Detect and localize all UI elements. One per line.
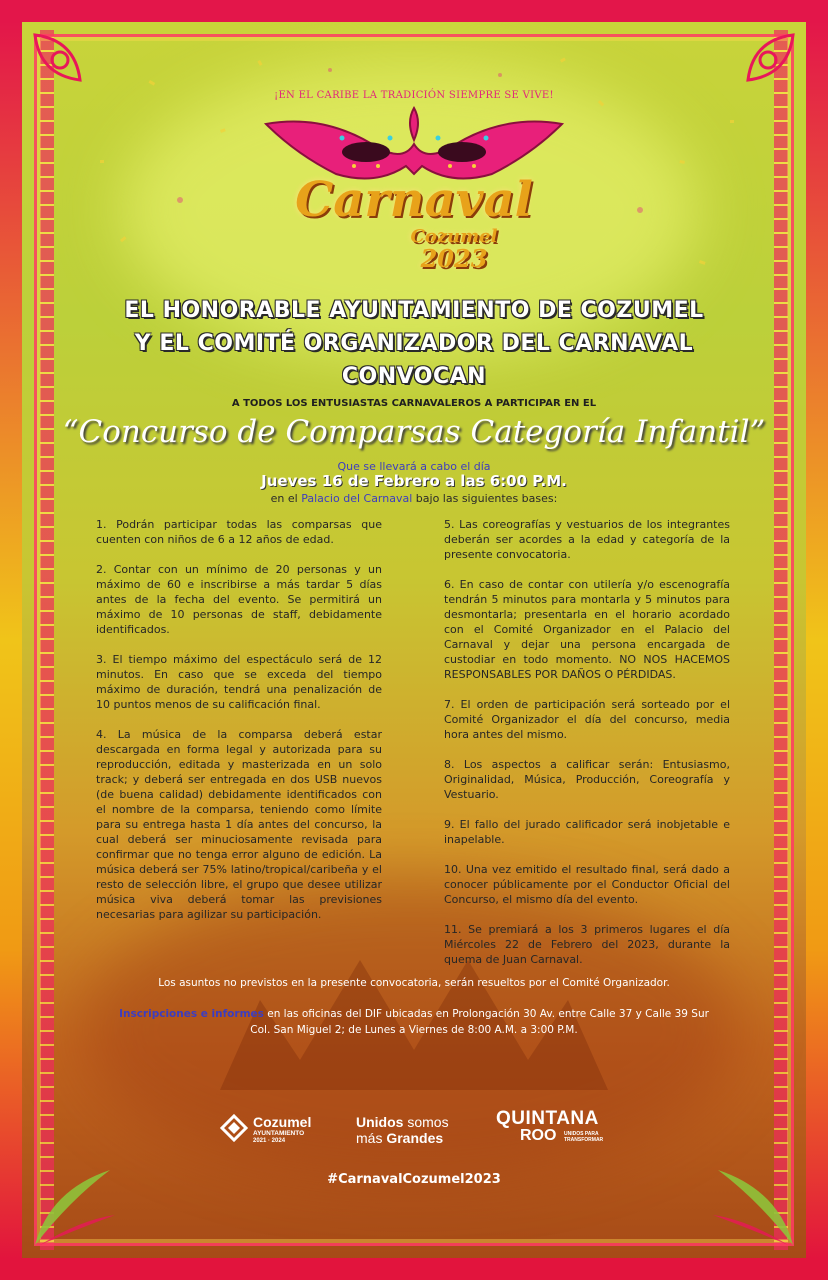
address-line: Col. San Miguel 2; de Lunes a Viernes de 8:00 A.M. a 3:00 P.M. (250, 1024, 578, 1036)
rule-item: 8. Los aspectos a calificar serán: Entusiasmo, Originalidad, Música, Producción, Coreografía y Vestuario. (444, 758, 730, 801)
rule-item: 2. Contar con un mínimo de 20 personas y un máximo de 60 e inscribirse a más tardar 5 días antes de la fecha del evento. Se permitirá un máximo de 10 personas de staff, debidamente identificados. (96, 563, 382, 636)
logo-slogan: ¡EN EL CARIBE LA TRADICIÓN SIEMPRE SE VIVE! (274, 90, 554, 101)
heading-line-3: CONVOCAN (341, 364, 487, 389)
inscripciones-label: Inscripciones e informes (119, 1008, 264, 1020)
rule-item: 9. El fallo del jurado calificador será inobjetable e inapelable. (444, 818, 730, 846)
inscripciones-text: en las oficinas del DIF ubicadas en Prolongación 30 Av. entre Calle 37 y Calle 39 Sur (267, 1008, 709, 1020)
corner-ornament-icon (30, 30, 120, 120)
rule-item: 6. En caso de contar con utilería y/o escenografía tendrán 5 minutos para montarla y 5 minutos para desmontarla; presentarla en el horario acordado con el Comité Organizador en el Palacio del Carnaval y dejar una persona encargada de custodiar en todo momento. NO NOS HACEMOS RESPONSABLES POR DAÑOS O PÉRDIDAS. (444, 578, 730, 681)
logo-year: 2023 (420, 244, 488, 273)
logo-word: Carnaval (295, 172, 533, 228)
cozumel-brand-name: Cozumel (253, 1114, 312, 1130)
place-suffix: bajo las siguientes bases: (415, 492, 558, 505)
qroo-brand-line-2: ROO (520, 1127, 557, 1144)
unidos-brand-line-2 (356, 1130, 443, 1146)
qroo-brand-line-1: QUINTANA (496, 1108, 599, 1129)
rules-right-column (444, 517, 730, 982)
rule-item: 7. El orden de participación será sorteado por el Comité Organizador el día del concurso, media hora antes del mismo. (444, 698, 730, 741)
somos-word: somos (403, 1114, 449, 1130)
cozumel-brand-years: 2021 · 2024 (253, 1138, 286, 1144)
contest-title: “Concurso de Comparsas Categoría Infantil” (62, 414, 766, 450)
logo-place: Cozumel (410, 226, 498, 247)
event-place-line (60, 492, 768, 505)
cozumel-logo-icon (220, 1114, 248, 1142)
qroo-brand-tag: UNIDOS PARA TRANSFORMAR (564, 1131, 604, 1143)
rule-item: 5. Las coreografías y vestuarios de los integrantes deberán ser acordes a la edad y categoría de la presente convocatoria. (444, 518, 730, 561)
heading-line-2: Y EL COMITÉ ORGANIZADOR DEL CARNAVAL (134, 331, 694, 356)
sponsor-logos (0, 1108, 828, 1148)
unidos-word: Unidos (356, 1114, 404, 1130)
invite-text: A TODOS LOS ENTUSIASTAS CARNAVALEROS A PARTICIPAR EN EL (231, 398, 597, 409)
rule-item: 1. Podrán participar todas las comparsas que cuenten con niños de 6 a 12 años de edad. (96, 518, 382, 546)
event-place: Palacio del Carnaval (301, 492, 413, 505)
grandes-word: Grandes (386, 1130, 444, 1146)
place-prefix: en el (270, 492, 298, 505)
rules-left-column (96, 517, 382, 937)
inscripciones-line (60, 1006, 768, 1022)
hashtag: #CarnavalCozumel2023 (327, 1172, 501, 1187)
event-date: Jueves 16 de Febrero a las 6:00 P.M. (261, 472, 567, 490)
cozumel-brand-sub: AYUNTAMIENTO (253, 1130, 305, 1137)
carnaval-logo (262, 90, 566, 280)
event-intro: Que se llevará a cabo el día (337, 460, 491, 473)
heading-line-1: EL HONORABLE AYUNTAMIENTO DE COZUMEL (124, 298, 704, 323)
rule-item: 11. Se premiará a los 3 primeros lugares el día Miércoles 22 de Febrero del 2023, durante la quema de Juan Carnaval. (444, 923, 730, 966)
unidos-brand-line-1 (356, 1114, 449, 1130)
rule-item: 4. La música de la comparsa deberá estar descargada en forma legal y autorizada para su reproducción, editada y masterizada en un solo track; y deberá ser entregada en dos USB nuevos (de buena calidad) debidamente identificados con el nombre de la comparsa, teniendo como límite para su entrega hasta 1 día antes del concurso, la cual deberá ser minuciosamente revisada para confirmar que no tenga error alguno de edición. La música deberá ser 75% latino/tropical/caribeña y el resto de selección libre, el grupo que desee utilizar música viva deberá tomar las previsiones necesarias para agilizar su participación. (96, 728, 382, 921)
rule-item: 3. El tiempo máximo del espectáculo será de 12 minutos. En caso que se exceda del tiempo máximo de duración, tendrá una penalización de 10 puntos menos de su calificación final. (96, 653, 382, 711)
rule-item: 10. Una vez emitido el resultado final, será dado a conocer públicamente por el Conductor Oficial del Concurso, el mismo día del evento. (444, 863, 730, 906)
footer-note: Los asuntos no previstos en la presente convocatoria, serán resueltos por el Comité Organizador. (158, 977, 670, 989)
corner-ornament-icon (708, 30, 798, 120)
mas-word: más (356, 1130, 387, 1146)
